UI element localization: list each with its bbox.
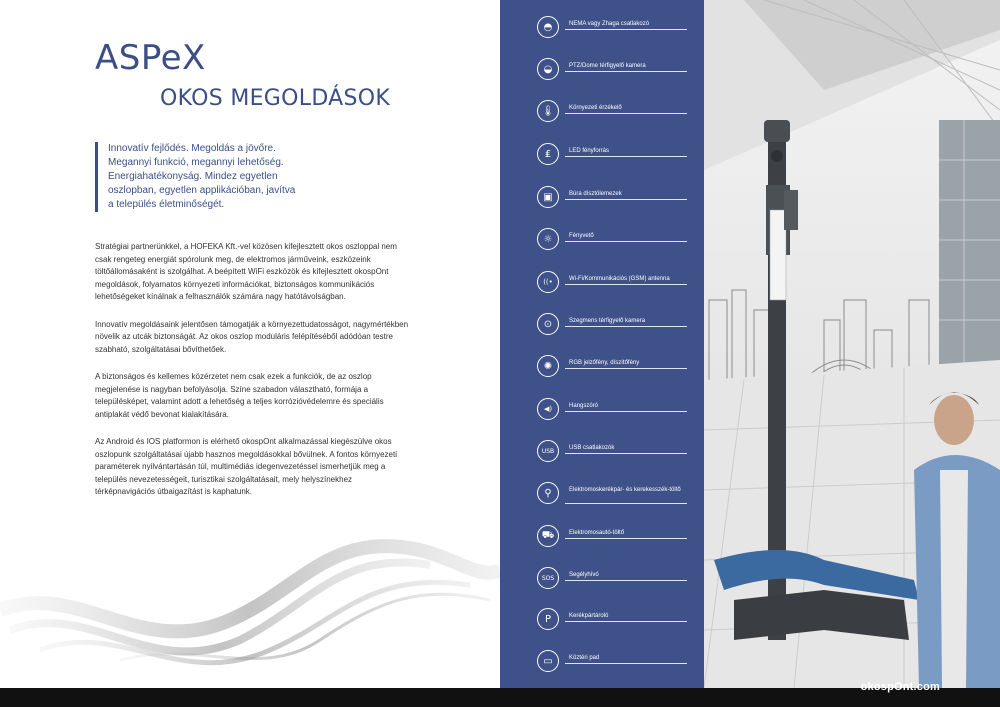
divider: [565, 326, 687, 327]
feature-item: [537, 58, 687, 82]
floodlight-icon: ☼: [537, 228, 559, 250]
feature-label: Búra dísztölemezek: [569, 191, 622, 197]
feature-label: RGB jelzőfény, díszítőfény: [569, 360, 640, 366]
feature-item: [537, 143, 687, 167]
divider: [565, 113, 687, 114]
divider: [565, 199, 687, 200]
street-scene-illustration: [704, 0, 1000, 688]
feature-item: [537, 482, 687, 506]
feature-label: Segélyhívó: [569, 572, 599, 578]
feature-label: LED fényforrás: [569, 148, 610, 154]
intro-line: Energiahatékonyság. Mindez egyetlen: [108, 171, 278, 182]
camera-icon: ⊙: [537, 313, 559, 335]
led-icon: ₤: [537, 143, 559, 165]
divider: [565, 241, 687, 242]
bike-parking-icon: P: [537, 608, 559, 630]
paragraph: Innovatív megoldásaink jelentősen támogatják a környezettudatosságot, nagymértékben növelik az utcák biztonságát. Az okos oszlop moduláris felépítéséből adódóan testre szabható, szolgáltatásai bővíthetőek.: [95, 319, 409, 354]
speaker-icon: ◀): [537, 398, 559, 420]
page-subtitle: OKOS MEGOLDÁSOK: [160, 86, 391, 111]
intro-line: Innovatív fejlődés. Megoldás a jövőre.: [108, 143, 276, 154]
thermometer-icon: 🌡: [537, 100, 559, 122]
divider: [565, 453, 687, 454]
divider: [565, 156, 687, 157]
wifi-icon: ((•: [537, 271, 559, 293]
feature-label: Köztéri pad: [569, 655, 600, 661]
feature-item: [537, 16, 687, 40]
feature-item: [537, 313, 687, 337]
intro-line: Megannyi funkció, megannyi lehetőség.: [108, 157, 284, 168]
features-panel: [500, 0, 704, 688]
divider: [565, 368, 687, 369]
feature-item: [537, 271, 687, 295]
feature-item: [537, 440, 687, 464]
feature-item: [537, 398, 687, 422]
smoke-decoration: [0, 490, 500, 690]
feature-item: [537, 525, 687, 549]
feature-item: [537, 355, 687, 379]
body-text: [95, 241, 413, 514]
sos-icon: SOS: [537, 567, 559, 589]
usb-icon: USB: [537, 440, 559, 462]
lamp-cover-icon: ▣: [537, 186, 559, 208]
feature-label: Elektromosautó-töltő: [569, 530, 625, 536]
product-photo: [704, 0, 1000, 688]
divider: [565, 503, 687, 504]
footer-bar: [0, 688, 1000, 707]
feature-item: [537, 186, 687, 210]
divider: [565, 284, 687, 285]
paragraph: Az Android és IOS platformon is elérhető okospOnt alkalmazással kiegészülve okos oszlopunk szolgáltatásai újabb hasznos megoldásokkal bővülnek. A fontos környezeti paraméterek nyilvántartásán túl, multimédiás idegenvezetéssel ismerhetjük meg a település nevezetességeit, turisztikai szolgáltatásait, mely helyszínekhez térképnavigációs útbaigazítást is kaphatunk.: [95, 437, 397, 496]
feature-label: PTZ/Dome térfigyelő kamera: [569, 63, 646, 69]
feature-label: Szegmens térfigyelő kamera: [569, 318, 646, 324]
feature-label: Elektromoskerékpár- és kerekesszék-töltő: [569, 487, 681, 493]
brand-url[interactable]: okospOnt.com: [860, 681, 940, 693]
divider: [565, 663, 687, 664]
feature-item: [537, 100, 687, 124]
rgb-light-icon: ✺: [537, 355, 559, 377]
feature-label: NEMA vagy Zhaga csatlakozó: [569, 21, 650, 27]
divider: [565, 580, 687, 581]
paragraph: A biztonságos és kellemes közérzetet nem csak ezek a funkciók, de az oszlop megjelenése is nagyban befolyásolja. Színe szabadon választható, formája a településképet, valamint adott a lehetőség a teljes korrózióvédelemre és speciális antiplakát védő bevonat kialakítására.: [95, 372, 384, 419]
car-charger-icon: ⛟: [537, 525, 559, 547]
feature-label: Wi-Fi/Kommunikációs (GSM) antenna: [569, 276, 670, 282]
feature-item: [537, 567, 687, 591]
dome-camera-icon: ◒: [537, 58, 559, 80]
feature-label: Hangszóró: [569, 403, 599, 409]
divider: [565, 29, 687, 30]
intro-quote: [95, 142, 358, 212]
feature-label: USB csatlakozók: [569, 445, 615, 451]
divider: [565, 538, 687, 539]
page-title: ASPeX: [95, 38, 206, 78]
feature-label: Környezeti érzékelő: [569, 105, 622, 111]
bench-icon: ▭: [537, 650, 559, 672]
feature-item: [537, 650, 687, 674]
intro-line: oszlopban, egyetlen applikációban, javítva: [108, 185, 296, 196]
connector-icon: ◓: [537, 16, 559, 38]
feature-item: [537, 228, 687, 252]
divider: [565, 71, 687, 72]
paragraph: Stratégiai partnerünkkel, a HOFEKA Kft.-vel közösen kifejlesztett okos oszloppal nem csak rengeteg energiát spórolunk meg, de elektromos járműveink, eszközeink töltőállomásaként is szolgálhat. A beépített WiFi eszközök és kifejlesztett okospOnt megoldások, folyamatos környezeti információkat, biztonságos kommunikációs lehetőségeket kínálnak a felhasználók számára nagy hatótávolságban.: [95, 242, 397, 301]
bike-charger-icon: ⚲: [537, 482, 559, 504]
feature-item: [537, 608, 687, 632]
feature-label: Fényvető: [569, 233, 594, 239]
intro-line: a település életminőségét.: [108, 199, 225, 210]
divider: [565, 411, 687, 412]
divider: [565, 621, 687, 622]
feature-label: Kerékpártároló: [569, 613, 609, 619]
